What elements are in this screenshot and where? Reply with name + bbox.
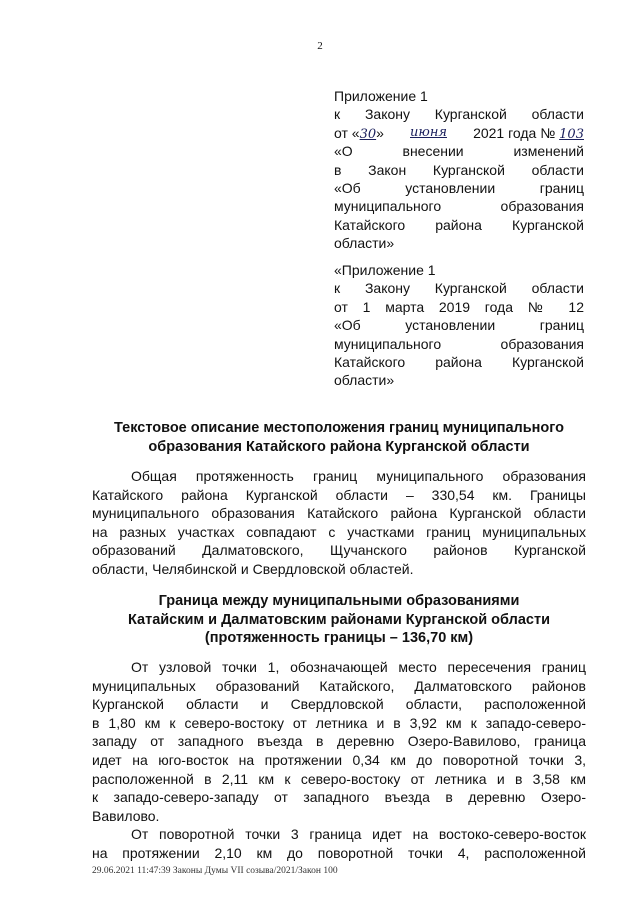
appendix-line: к Закону Курганской области: [334, 280, 584, 297]
paragraph-line: западу от западного въезда в деревню Озеро-Вавилово, граница: [92, 733, 586, 750]
paragraph-line: образований Далматовского, Щучанского районов Курганской: [92, 542, 586, 559]
paragraph-line: в 1,80 км к северо-востоку от летника и в 3,92 км к западо-северо-: [92, 714, 586, 731]
appendix-line: к Закону Курганской области: [334, 106, 584, 123]
paragraph-line: Общая протяженность границ муниципального образования: [131, 468, 586, 484]
appendix-header-original-law: [334, 261, 584, 390]
appendix-line: «Приложение 1: [334, 262, 436, 278]
document-title: [92, 419, 586, 456]
appendix-line: Катайского района Курганской: [334, 216, 584, 233]
paragraph-line: на разных участках совпадают с участками границ муниципальных: [92, 523, 586, 540]
section-title: [92, 592, 586, 648]
appendix-line: муниципального образования: [334, 198, 584, 215]
paragraph-line: Катайского района Курганской области – 330,54 км. Границы: [92, 486, 586, 503]
appendix-line: области»: [334, 372, 395, 389]
appendix-date-line: [334, 124, 584, 142]
appendix-line: Катайского района Курганской: [334, 353, 584, 370]
paragraph-line: на протяжении 2,10 км до поворотной точки 4, расположенной: [92, 844, 586, 861]
paragraph-line: От узловой точки 1, обозначающей место пересечения границ: [131, 659, 586, 675]
paragraph-line: муниципальных образований Катайского, Далматовского районов: [92, 677, 586, 694]
appendix-header-current-law: [334, 87, 584, 253]
date-year: 2021 года №: [473, 124, 556, 141]
appendix-line: в Закон Курганской области: [334, 161, 584, 178]
paragraph-line: расположенной в 2,11 км к северо-востоку от летника и в 3,58 км: [92, 770, 586, 787]
section-title-line: Катайским и Далматовским районами Курганской области: [128, 611, 550, 628]
appendix-line: Приложение 1: [334, 88, 428, 104]
paragraph-line: идет на юго-восток на протяжении 0,34 км до поворотной точки 3,: [92, 751, 586, 768]
paragraph-line: области, Челябинской и Свердловской областей.: [92, 560, 414, 577]
paragraph-line: От поворотной точки 3 граница идет на востоко-северо-восток: [131, 826, 586, 843]
appendix-line: муниципального образования: [334, 335, 584, 352]
date-mid: »: [376, 124, 384, 141]
section-title-line: Граница между муниципальными образованиями: [158, 593, 520, 609]
paragraph-line: Вавилово.: [92, 807, 160, 824]
appendix-line: от 1 марта 2019 года № 12: [334, 298, 584, 315]
handwritten-day: 30: [359, 126, 377, 142]
date-prefix: от «: [334, 124, 360, 141]
boundary-description-paragraph: [92, 658, 586, 863]
document-title-line: образования Катайского района Курганской области: [148, 438, 530, 455]
appendix-line: «О внесении изменений: [334, 143, 584, 160]
paragraph-line: Курганской области и Свердловской области, расположенной: [92, 696, 586, 713]
document-title-line: Текстовое описание местоположения границ муниципального: [114, 420, 564, 436]
handwritten-law-number: 103: [559, 126, 584, 142]
appendix-line: «Об установлении границ: [334, 179, 584, 196]
handwritten-month: июня: [410, 124, 447, 140]
section-title-line: (протяженность границы – 136,70 км): [204, 630, 474, 646]
document-footer: 29.06.2021 11:47:39 Законы Думы VII созыва/2021/Закон 100: [92, 866, 338, 876]
page-number: 2: [317, 40, 323, 52]
appendix-line: области»: [334, 235, 395, 252]
paragraph-line: к западо-северо-западу от западного въезда в деревню Озеро-: [92, 789, 586, 806]
intro-paragraph: [92, 467, 586, 579]
paragraph-line: муниципального образования Катайского района Курганской области: [92, 505, 586, 522]
appendix-line: «Об установлении границ: [334, 317, 584, 334]
